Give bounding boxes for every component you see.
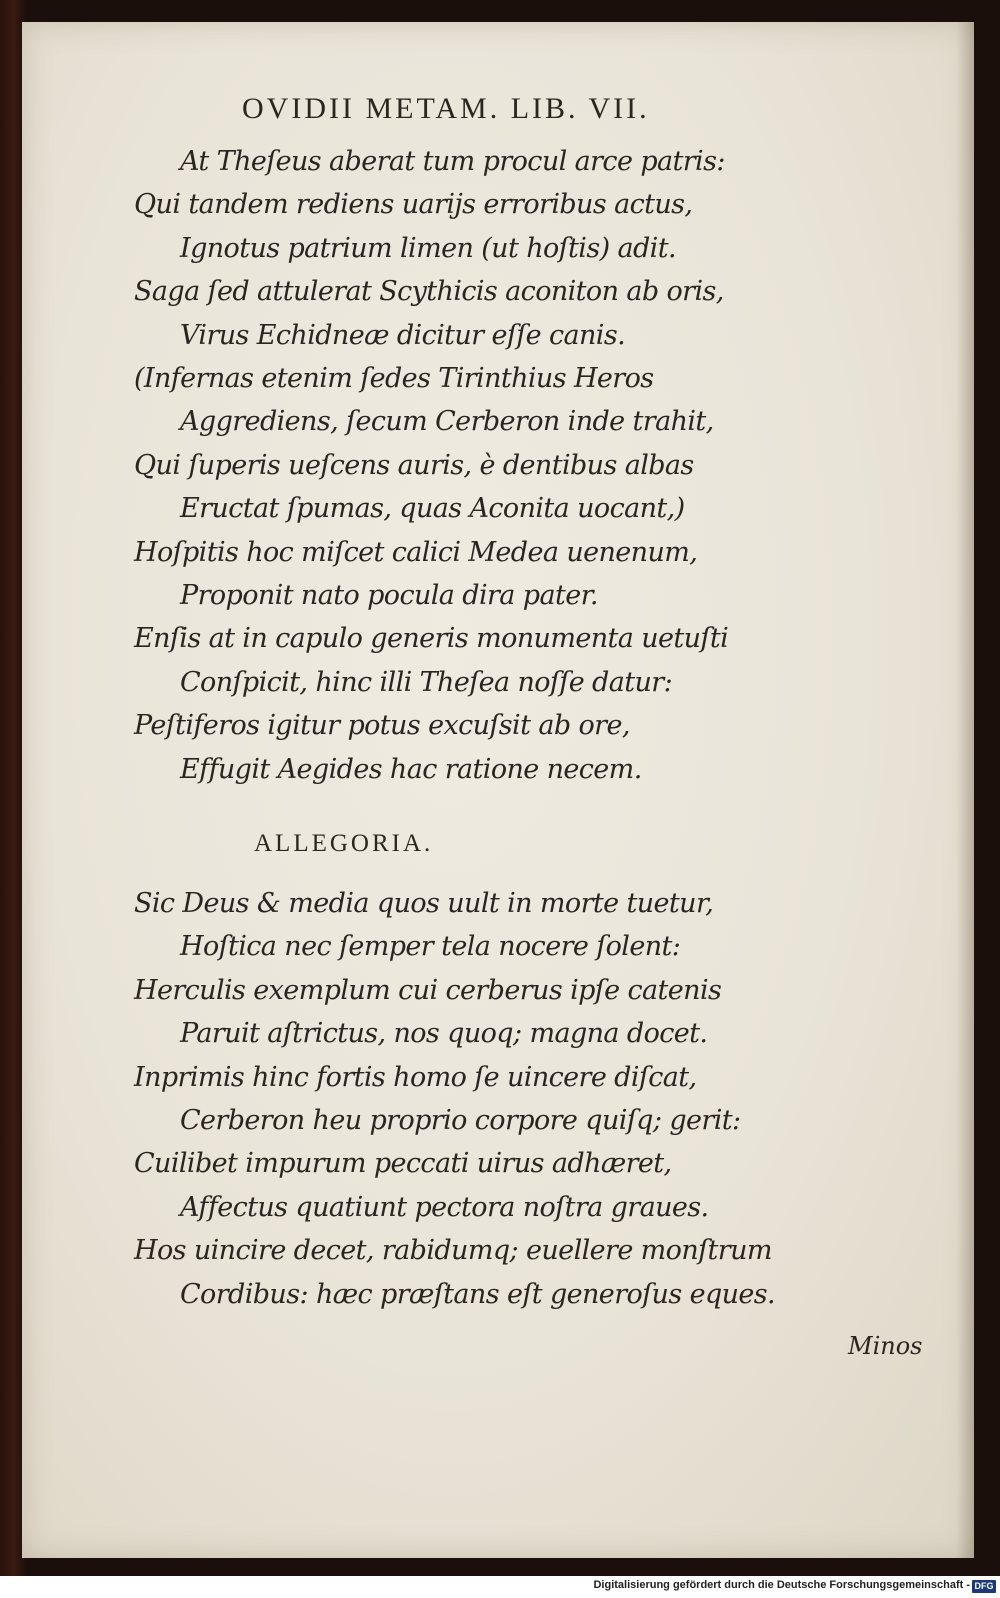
verse-line: Qui ſuperis ueſcens auris, è dentibus albas	[134, 449, 694, 481]
verse-line: Peſtiferos igitur potus excuſsit ab ore,	[134, 710, 630, 742]
verse-line: (Infernas etenim ſedes Tirinthius Heros	[134, 363, 654, 394]
verse-line: Cuilibet impurum peccati uirus adhæret,	[134, 1148, 672, 1180]
verse-line: Cerberon heu proprio corpore quiſq; gerit:	[180, 1105, 741, 1136]
verse-line: Sic Deus & media quos uult in morte tuetur,	[134, 888, 714, 919]
catchword: Minos	[848, 1332, 923, 1360]
verse-line: Virus Echidneæ dicitur eſſe canis.	[180, 319, 626, 351]
running-head: OVIDII METAM. LIB. VII.	[242, 92, 650, 125]
verse-line: Hoſtica nec ſemper tela nocere ſolent:	[180, 931, 681, 963]
verse-line: Hoſpitis hoc miſcet calici Medea uenenum,	[134, 536, 698, 568]
verse-line: Conſpicit, hinc illi Theſea noſſe datur:	[180, 666, 673, 698]
section-heading: ALLEGORIA.	[254, 830, 434, 857]
verse-line: Inprimis hinc fortis homo ſe uincere diſcat,	[134, 1061, 697, 1093]
verse-line: Aggrediens, ſecum Cerberon inde trahit,	[180, 406, 714, 438]
verse-line: Herculis exemplum cui cerberus ipſe catenis	[134, 974, 722, 1006]
verse-line: Paruit aſtrictus, nos quoq; magna docet.	[180, 1018, 708, 1050]
verse-line: Eructat ſpumas, quas Aconita uocant,)	[180, 493, 685, 525]
digitization-footer	[0, 1576, 1000, 1598]
verse-line: Affectus quatiunt pectora noſtra graues.	[180, 1191, 709, 1223]
page-edge-shadow	[956, 22, 974, 1558]
verse-line: Effugit Aegides hac ratione necem.	[180, 753, 642, 785]
funding-credit: Digitalisierung gefördert durch die Deutsche Forschungsgemeinschaft -	[593, 1579, 970, 1591]
verse-line: Enſis at in capulo generis monumenta uetuſti	[134, 623, 729, 655]
verse-line: Cordibus: hæc præſtans eſt generoſus eques.	[180, 1278, 776, 1310]
verse-line: Proponit nato pocula dira pater.	[180, 580, 598, 611]
verse-line: Saga ſed attulerat Scythicis aconiton ab oris,	[134, 276, 724, 308]
dfg-logo: DFG	[972, 1580, 996, 1593]
verse-line: Qui tandem rediens uarijs erroribus actus,	[134, 189, 693, 221]
verse-line: At Theſeus aberat tum procul arce patris:	[180, 146, 725, 177]
verse-line: Hos uincire decet, rabidumq; euellere monſtrum	[134, 1235, 772, 1267]
verse-line: Ignotus patrium limen (ut hoſtis) adit.	[180, 232, 676, 264]
book-page	[22, 22, 974, 1558]
